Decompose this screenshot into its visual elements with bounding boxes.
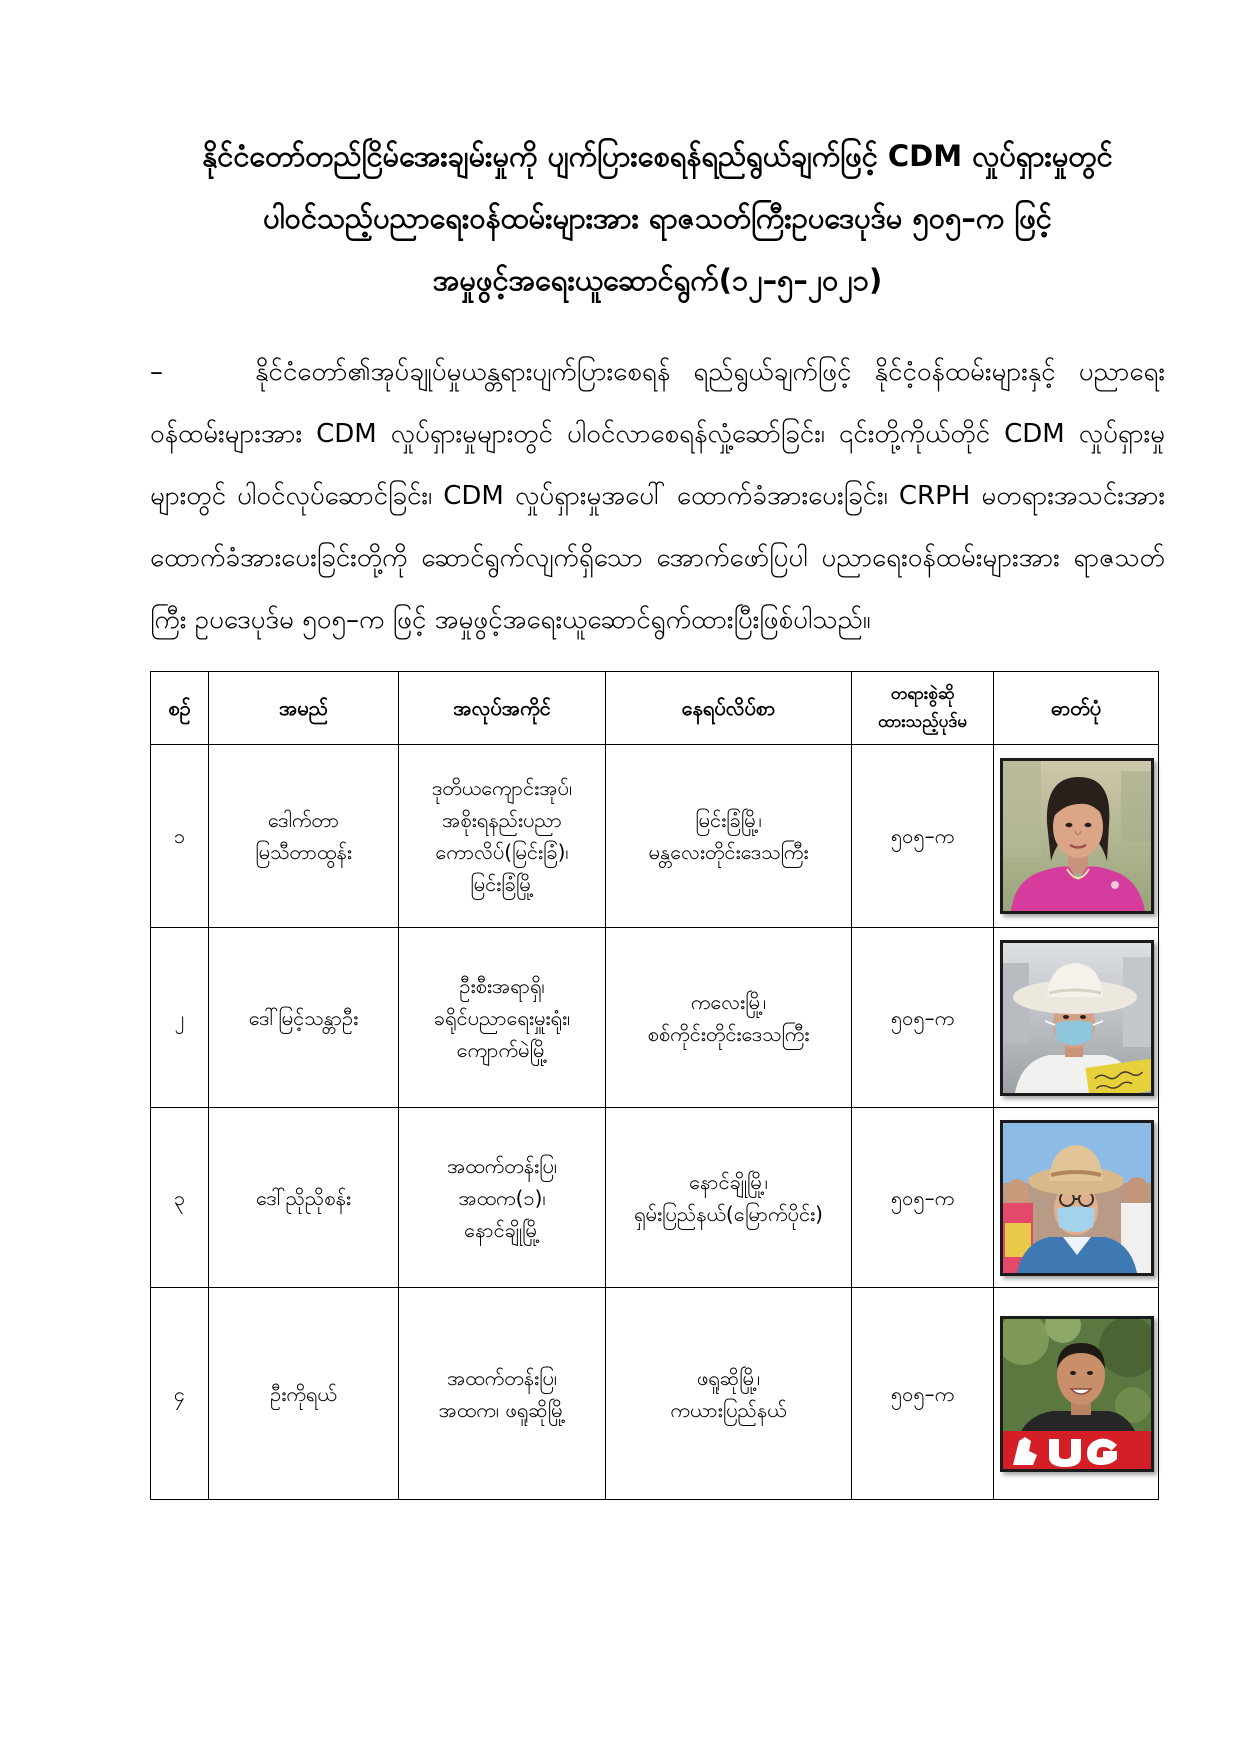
cell-address xyxy=(606,928,852,1108)
table-row xyxy=(151,745,1159,928)
name-line: ဒေါ်ညိုညိုစန်း xyxy=(256,1185,351,1210)
header-address: နေရပ်လိပ်စာ xyxy=(606,672,852,745)
job-line: ဒုတိယကျောင်းအုပ်၊ xyxy=(431,776,573,800)
header-no: စဉ် xyxy=(151,672,209,745)
title-line-3: အမှုဖွင့်အရေးယူဆောင်ရွက်(၁၂–၅–၂၀၂၁) xyxy=(432,263,883,297)
address-line: ကလေးမြို့၊ xyxy=(690,989,767,1014)
job-line: ကျောက်မဲမြို့ xyxy=(456,1037,548,1062)
records-table xyxy=(150,671,1159,1500)
portrait-image xyxy=(1003,943,1151,1093)
job-line: နောင်ချိုမြို့ xyxy=(464,1217,540,1242)
portrait-photo xyxy=(1000,1120,1154,1276)
document-title xyxy=(150,125,1165,311)
address-line: စစ်ကိုင်းတိုင်းဒေသကြီး xyxy=(647,1021,810,1046)
cell-address xyxy=(606,745,852,928)
table-row xyxy=(151,1288,1159,1500)
name-line: ဒေါ်မြင့်သန္တာဦး xyxy=(248,1005,359,1030)
name-line: ဒေါက်တာ xyxy=(267,808,340,832)
cell-no: ၃ xyxy=(151,1108,209,1288)
cell-photo xyxy=(994,1288,1159,1500)
portrait-image xyxy=(1003,761,1151,911)
cell-photo xyxy=(994,928,1159,1108)
cell-address xyxy=(606,1108,852,1288)
address-line: မန္တလေးတိုင်းဒေသကြီး xyxy=(648,840,809,864)
header-section-line-1: တရားစွဲဆို xyxy=(890,684,955,704)
job-line: အထက၊ ဖရူဆိုမြို့ xyxy=(438,1397,566,1422)
cell-job xyxy=(399,1288,606,1500)
header-job: အလုပ်အကိုင် xyxy=(399,672,606,745)
job-line: အထက်တန်းပြ၊ xyxy=(446,1153,558,1178)
job-line: ဦးစီးအရာရှိ၊ xyxy=(459,973,545,998)
job-line: ခရိုင်ပညာရေးမှူးရုံး၊ xyxy=(433,1005,571,1030)
address-line: ကယားပြည်နယ် xyxy=(670,1397,787,1422)
job-line: အထက်တန်းပြ၊ xyxy=(446,1365,558,1390)
table-row xyxy=(151,928,1159,1108)
portrait-image xyxy=(1003,1123,1151,1273)
cell-photo xyxy=(994,745,1159,928)
header-name: အမည် xyxy=(209,672,399,745)
header-photo: ဓာတ်ပုံ xyxy=(994,672,1159,745)
address-line: နောင်ချိုမြို့၊ xyxy=(689,1169,768,1194)
cell-section: ၅၀၅–က xyxy=(852,1108,994,1288)
portrait-image xyxy=(1003,1319,1151,1469)
cell-address xyxy=(606,1288,852,1500)
cell-no: ၂ xyxy=(151,928,209,1108)
portrait-photo xyxy=(1000,758,1154,914)
job-line: အထက(၁)၊ xyxy=(458,1185,546,1210)
document-page xyxy=(150,0,1165,1500)
title-line-2: ပါဝင်သည့်ပညာရေးဝန်ထမ်းများအား ရာဇသတ်ကြီးဥပဒေပုဒ်မ ၅၀၅–က ဖြင့် xyxy=(263,201,1052,235)
table-row xyxy=(151,1108,1159,1288)
cell-name xyxy=(209,745,399,928)
cell-section: ၅၀၅–က xyxy=(852,1288,994,1500)
portrait-photo xyxy=(1000,1316,1154,1472)
cell-name xyxy=(209,1108,399,1288)
intro-paragraph xyxy=(150,341,1165,651)
header-section-line-2: ထားသည့်ပုဒ်မ xyxy=(878,712,967,732)
cell-job xyxy=(399,928,606,1108)
cell-section: ၅၀၅–က xyxy=(852,928,994,1108)
address-line: ရှမ်းပြည်နယ်(မြောက်ပိုင်း) xyxy=(634,1201,823,1226)
job-line: ကောလိပ်(မြင်းခြံ)၊ xyxy=(435,840,569,864)
cell-job xyxy=(399,1108,606,1288)
name-line: ဦးကိုရယ် xyxy=(270,1381,337,1406)
address-line: မြင်းခြံမြို့၊ xyxy=(695,808,762,832)
cell-no: ၄ xyxy=(151,1288,209,1500)
cell-name xyxy=(209,1288,399,1500)
header-section xyxy=(852,672,994,745)
table-header-row xyxy=(151,672,1159,745)
cell-no: ၁ xyxy=(151,745,209,928)
portrait-photo xyxy=(1000,940,1154,1096)
name-line: မြသီတာထွန်း xyxy=(255,840,352,864)
job-line: မြင်းခြံမြို့ xyxy=(470,872,534,896)
intro-text: နိုင်ငံတော်၏အုပ်ချုပ်မှုယန္တရားပျက်ပြားစေရန် ရည်ရွယ်ချက်ဖြင့် နိုင်ငံ့ဝန်ထမ်းများနှင့် ပညာရေးဝန်ထမ်းများအား CDM လှုပ်ရှားမှုများတွင် ပါဝင်လာစေရန်လှုံ့ဆော်ခြင်း၊ ၎င်းတို့ကိုယ်တိုင် CDM လှုပ်ရှားမှုများတွင် ပါဝင်လုပ်ဆောင်ခြင်း၊ CDM လှုပ်ရှားမှုအပေါ် ထောက်ခံအားပေးခြင်း၊ CRPH မတရားအသင်းအား ထောက်ခံအားပေးခြင်းတို့ကို ဆောင်ရွက်လျက်ရှိသော အောက်ဖော်ပြပါ ပညာရေးဝန်ထမ်းများအား ရာဇသတ်ကြီး ဥပဒေပုဒ်မ ၅၀၅–က ဖြင့် အမှုဖွင့်အရေးယူဆောင်ရွက်ထားပြီးဖြစ်ပါသည်။ xyxy=(150,357,1165,635)
intro-dash: – xyxy=(150,357,163,387)
job-line: အစိုးရနည်းပညာ xyxy=(442,808,562,832)
cell-section: ၅၀၅–က xyxy=(852,745,994,928)
cell-name xyxy=(209,928,399,1108)
address-line: ဖရူဆိုမြို့၊ xyxy=(696,1365,761,1390)
title-line-1: နိုင်ငံတော်တည်ငြိမ်အေးချမ်းမှုကို ပျက်ပြားစေရန်ရည်ရွယ်ချက်ဖြင့် CDM လှုပ်ရှားမှုတွင် xyxy=(202,139,1113,173)
cell-photo xyxy=(994,1108,1159,1288)
cell-job xyxy=(399,745,606,928)
